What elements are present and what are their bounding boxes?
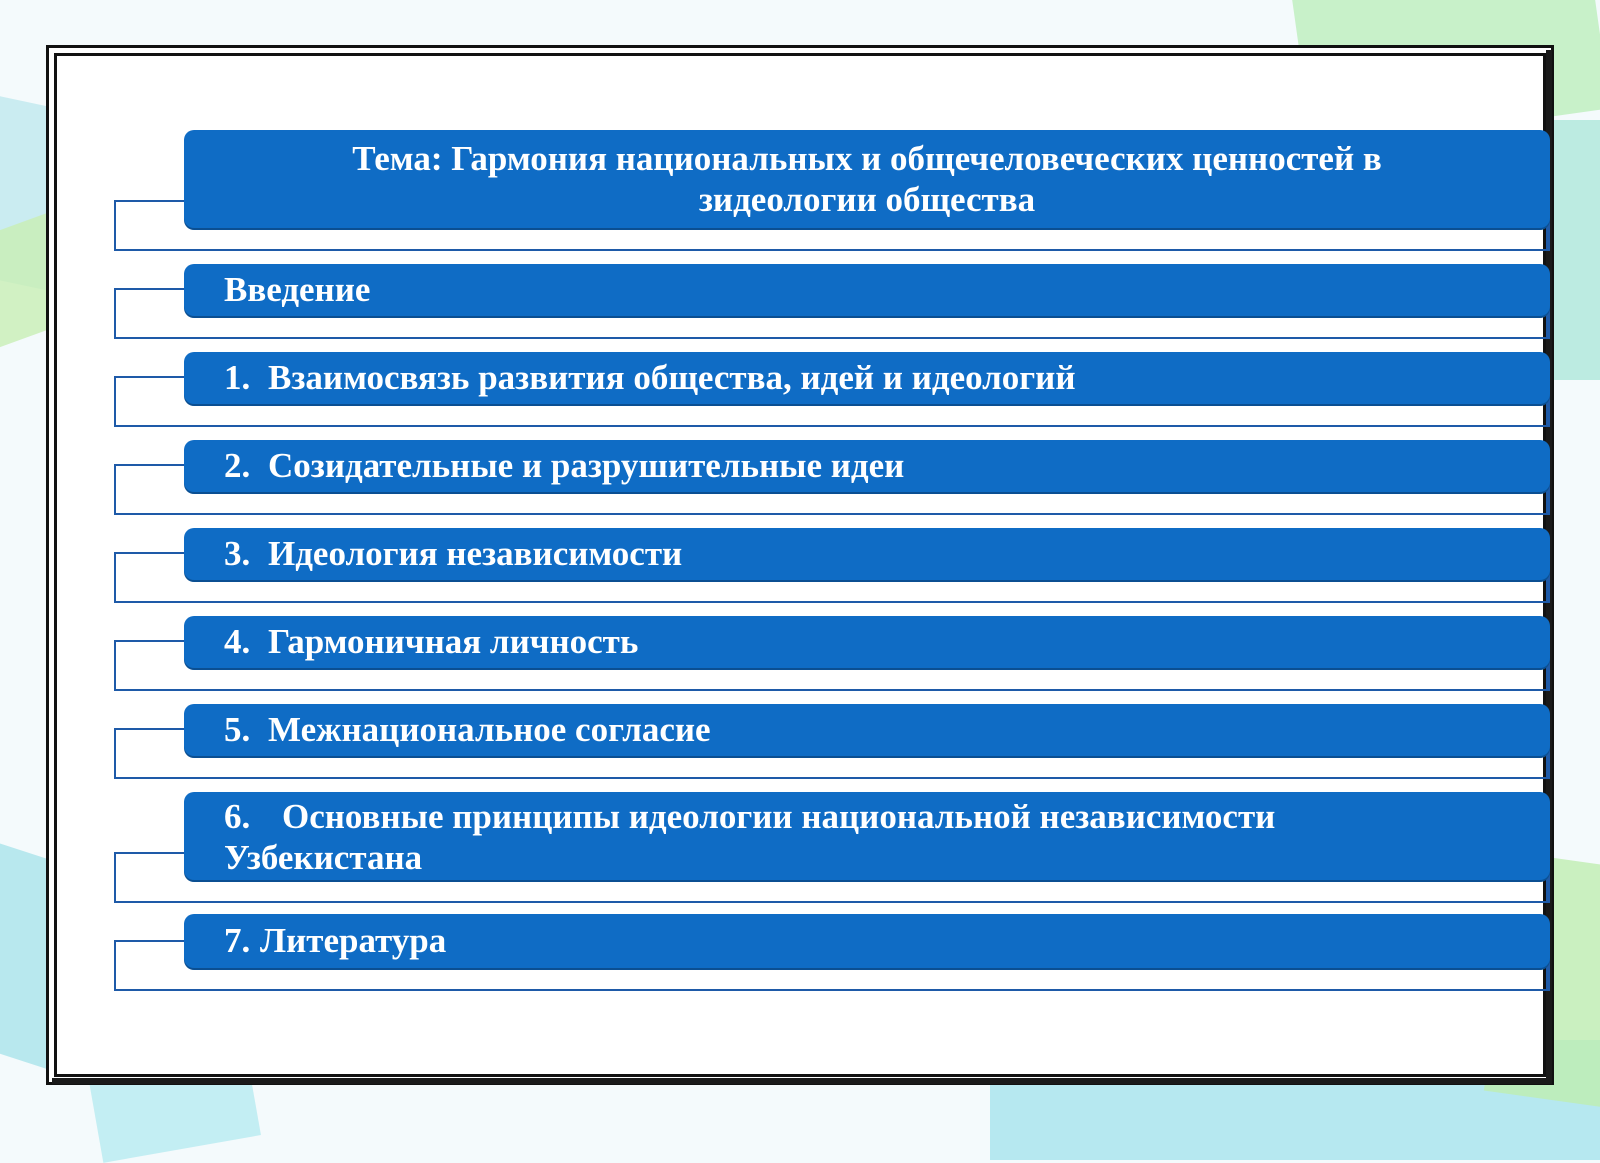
agenda-item-number: 7. <box>224 921 251 960</box>
agenda-item-label: Литература <box>260 921 447 960</box>
title-connector <box>114 200 184 202</box>
item-connector <box>114 728 184 730</box>
item-connector <box>114 640 184 642</box>
slide-title-text: Тема: Гармония национальных и общечеловеческих ценностей в зидеологии общества <box>352 139 1382 219</box>
item-connector <box>114 940 184 942</box>
agenda-item-3[interactable] <box>184 528 1550 580</box>
agenda-item-label: Гармоничная личность <box>268 622 639 661</box>
frame-shadow-bottom <box>52 1078 1552 1084</box>
agenda-item-label: Межнациональное согласие <box>268 710 711 749</box>
agenda-item-label: Основные принципы идеологии национальной независимости Узбекистана <box>224 797 1276 877</box>
item-connector <box>114 552 184 554</box>
item-connector <box>114 852 184 854</box>
item-connector <box>114 288 184 290</box>
agenda-item-number: 5. <box>224 710 251 749</box>
agenda-item-4[interactable] <box>184 616 1550 668</box>
agenda-item-number: 4. <box>224 622 251 661</box>
agenda-item-label: Введение <box>224 270 371 309</box>
agenda-item-7[interactable] <box>184 914 1550 968</box>
agenda-item-label: Взаимосвязь развития общества, идей и идеологий <box>268 358 1076 397</box>
item-connector <box>114 464 184 466</box>
agenda-item-2[interactable] <box>184 440 1550 492</box>
agenda-item-number: 1. <box>224 358 251 397</box>
agenda-item-label: Идеология независимости <box>268 534 683 573</box>
agenda-item-5[interactable] <box>184 704 1550 756</box>
agenda-item-number: 6. <box>224 797 251 836</box>
item-connector <box>114 376 184 378</box>
agenda-item-intro[interactable] <box>184 264 1550 316</box>
agenda-item-number: 3. <box>224 534 251 573</box>
slide-title <box>184 130 1550 228</box>
agenda-item-6[interactable] <box>184 792 1550 880</box>
agenda-item-label: Созидательные и разрушительные идеи <box>268 446 905 485</box>
agenda-item-1[interactable] <box>184 352 1550 404</box>
agenda-item-text <box>224 796 1390 878</box>
agenda-item-number: 2. <box>224 446 251 485</box>
